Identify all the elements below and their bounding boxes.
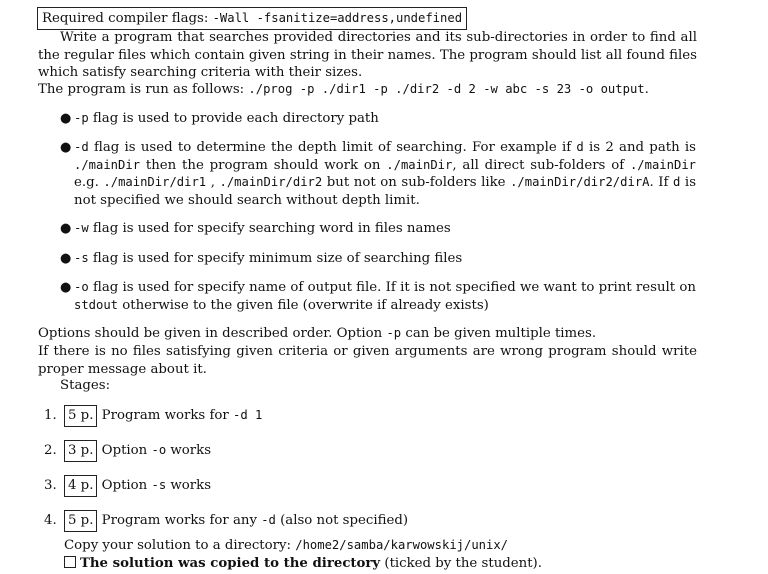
stage-points-box: 3 p. [64,440,97,462]
flag-s: -s [74,251,89,265]
flag-w: -w [74,221,89,235]
copy-line [64,537,508,555]
intro-text: Write a program that searches provided directories and its sub-directories in order to find all the regular files which contain given string in their names. The program should list all found files which satisfy searching criteria with their sizes. [38,30,697,80]
confirmation-line [64,555,542,573]
copy-path: /home2/samba/karwowskij/unix/ [295,538,509,552]
code-dir1: ./mainDir/dir1 [103,175,207,189]
bullet-d-text-3: then the program should work on [140,157,387,173]
stage-points-box: 5 p. [64,405,97,427]
bullet-d [74,139,696,209]
options-text-2: can be given multiple times. [401,326,597,341]
stage-code: -o [151,443,167,457]
stage-code: -d [261,513,276,527]
bullet-d-text-7: but not on sub-folders like [322,175,511,190]
stage-content [64,440,211,462]
bullet-p [74,110,696,128]
flag-o: -o [74,280,89,294]
stage-points-box: 4 p. [64,475,97,497]
stage-item [0,510,768,532]
bullet-dot: ● [60,251,72,266]
stage-number: 1. [44,408,57,423]
bullet-d-text-8: . If [649,175,674,190]
stage-content [64,510,408,532]
intro-paragraph [38,29,697,82]
stage-item [0,405,768,427]
stage-text: Program works for any [101,513,262,528]
bullet-o-text-1: flag is used for specify name of output file. If it is not specified we want to print result on [88,280,696,295]
bullet-d-text-2: is 2 and path is [583,140,696,155]
bullet-o [74,279,696,314]
stage-tail: works [166,478,212,493]
stage-number: 2. [44,443,57,458]
stage-content [64,405,262,427]
bullet-d-text-4: , all direct sub-folders of [452,157,630,173]
compiler-flags-box [37,7,467,30]
bullet-o-text-2: otherwise to the given file (overwrite if already exists) [118,297,489,313]
stage-tail: works [166,443,212,458]
code-p: -p [386,326,402,340]
compiler-flags-label: Required compiler flags: [42,11,209,26]
stage-points-box: 5 p. [64,510,97,532]
run-end: . [644,82,649,97]
confirmation-bold-text: The solution was copied to the directory [80,556,381,571]
bullet-dot: ● [60,221,72,236]
code-dir2: ./mainDir/dir2 [219,175,323,189]
bullet-w-text: flag is used for specify searching word in files names [88,221,451,236]
bullet-dot: ● [60,111,72,126]
bullet-p-text: flag is used to provide each directory path [88,111,379,126]
bullet-s [74,250,696,268]
code-d: d [576,140,584,154]
code-dira: ./mainDir/dir2/dirA [510,175,650,189]
stage-number: 4. [44,513,57,528]
code-stdout: stdout [74,297,119,312]
stage-number: 3. [44,478,57,493]
bullet-d-text-5: e.g. [74,175,104,190]
bullet-dot: ● [60,140,72,155]
stage-item [0,440,768,462]
bullet-w [74,220,696,238]
bullet-dot: ● [60,280,72,295]
copy-text: Copy your solution to a directory: [64,538,296,553]
bullet-s-text: flag is used for specify minimum size of searching files [88,251,463,266]
code-maindir: ./mainDir [386,157,453,172]
stage-item [0,475,768,497]
stage-tail: (also not specified) [275,513,409,528]
code-d: d [673,175,681,189]
bullet-d-text-1: flag is used to determine the depth limit of searching. For example if [88,140,577,155]
stage-text: Program works for [101,408,233,423]
bullet-d-text-6: , [206,175,220,190]
stage-text: Option [101,478,152,493]
run-line [38,81,649,99]
options-line [38,325,596,343]
bullet-d-text-9: is not specified we should search without depth limit. [74,175,697,208]
options-text-3: If there is no files satisfying given criteria or given arguments are wrong program should write proper message about it. [38,344,697,377]
confirmation-tail-text: (ticked by the student). [380,556,542,571]
run-command: ./prog -p ./dir1 -p ./dir2 -d 2 -w abc -s 23 -o output [248,82,645,96]
stage-text: Option [101,443,152,458]
stage-code: -s [151,478,167,492]
flag-p: -p [74,111,89,125]
stages-title: Stages: [60,378,111,393]
stage-code: -d 1 [232,408,263,422]
confirmation-checkbox[interactable] [64,556,76,568]
stage-content [64,475,211,497]
run-text: The program is run as follows: [38,82,245,97]
error-paragraph [38,343,697,378]
code-maindir: ./mainDir [74,157,141,172]
flag-d: -d [74,140,89,154]
compiler-flags-value: -Wall -fsanitize=address,undefined [212,11,463,25]
code-maindir: ./mainDir [629,157,696,172]
options-text-1: Options should be given in described order. Option [38,326,387,341]
